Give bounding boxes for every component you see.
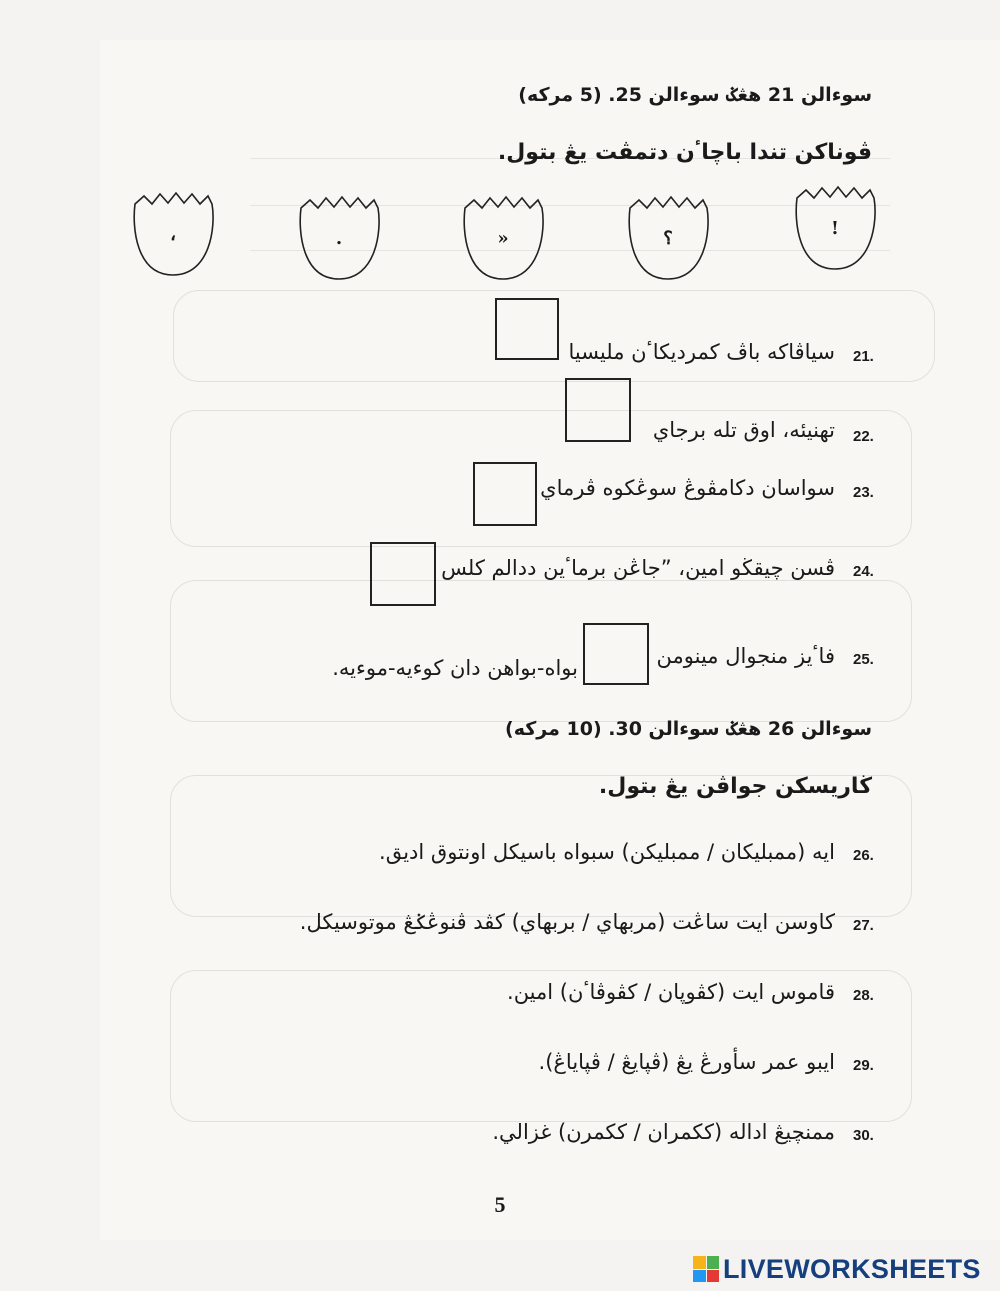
punctuation-mark: ! <box>831 218 839 239</box>
answer-box-24[interactable] <box>370 542 436 606</box>
logo-square <box>693 1270 706 1283</box>
question-number: 26. <box>853 847 874 864</box>
punctuation-mark: » <box>497 228 509 249</box>
egg-option[interactable] <box>792 176 878 272</box>
question-27-text: كاوسن ايت ساڠت (مربهاي / بربهاي) كڤد ڤنوڠݢڠ موتوسيكل. <box>299 910 835 934</box>
logo-square <box>707 1256 720 1269</box>
question-number: 28. <box>853 987 874 1004</box>
punctuation-mark: . <box>335 228 343 249</box>
brand-name: LIVEWORKSHEETS <box>723 1253 981 1284</box>
question-30-text: ممنچيڠ اداله (ككمران / ككمرن) غزالي. <box>492 1120 835 1144</box>
question-21-text: سياڤاكه باڤ كمرديكاٴن مليسيا <box>568 340 835 364</box>
question-24-text: ڤسن چيقڬو امين، ”جاڠن برماٴين ددالم كلس <box>441 556 835 580</box>
egg-option[interactable] <box>130 182 216 278</box>
liveworksheets-logo-icon <box>693 1256 719 1282</box>
answer-box-21[interactable] <box>495 298 559 360</box>
question-number: 23. <box>853 484 874 501</box>
question-22-text: تهنيئه، اوق تله برجاي <box>652 418 835 442</box>
logo-square <box>707 1270 720 1283</box>
answer-box-23[interactable] <box>473 462 537 526</box>
egg-option[interactable] <box>296 186 382 282</box>
page-number: 5 <box>494 1192 506 1217</box>
question-25-text-end: بواه-بواهن دان كوءيه-موءيه. <box>332 656 578 680</box>
section-1-heading: سوءالن 21 هڠݢ سوءالن 25. (5 مركه) <box>518 84 872 106</box>
egg-option[interactable] <box>625 186 711 282</box>
logo-square <box>693 1256 706 1269</box>
question-26-text: ايه (ممبليكان / ممبليكن) سبواه باسيكل اونتوق اديق. <box>379 840 835 864</box>
answer-box-25[interactable] <box>583 623 649 685</box>
liveworksheets-logo <box>693 1254 981 1284</box>
punctuation-mark: ؟ <box>663 228 673 249</box>
section-2-heading: سوءالن 26 هڠݢ سوءالن 30. (10 مركه) <box>505 718 872 740</box>
question-number: 30. <box>853 1127 874 1144</box>
question-23-text: سواسان دكامڤوڠ سوڠکوه ڤرماي <box>540 476 835 500</box>
question-28-text: قاموس ايت (كڤوپان / كڤوڤاٴن) امين. <box>507 980 835 1004</box>
egg-option[interactable] <box>460 186 546 282</box>
section-1-instruction: ڤوناکن تندا باچاٴن دتمڤت يڠ بتول. <box>497 140 872 165</box>
punctuation-mark: ، <box>170 224 176 245</box>
section-2-instruction: ڬاريسكن جواڤن يڠ بتول. <box>598 774 872 799</box>
question-number: 29. <box>853 1057 874 1074</box>
question-number: 22. <box>853 428 874 445</box>
question-number: 21. <box>853 348 874 365</box>
question-25-text-start: فاٴيز منجوال مينومن <box>656 644 835 668</box>
question-29-text: ايبو عمر سأورڠ يڠ (ڤپايڠ / ڤپاياڠ). <box>538 1050 835 1074</box>
answer-box-22[interactable] <box>565 378 631 442</box>
question-number: 25. <box>853 651 874 668</box>
question-number: 27. <box>853 917 874 934</box>
question-number: 24. <box>853 563 874 580</box>
